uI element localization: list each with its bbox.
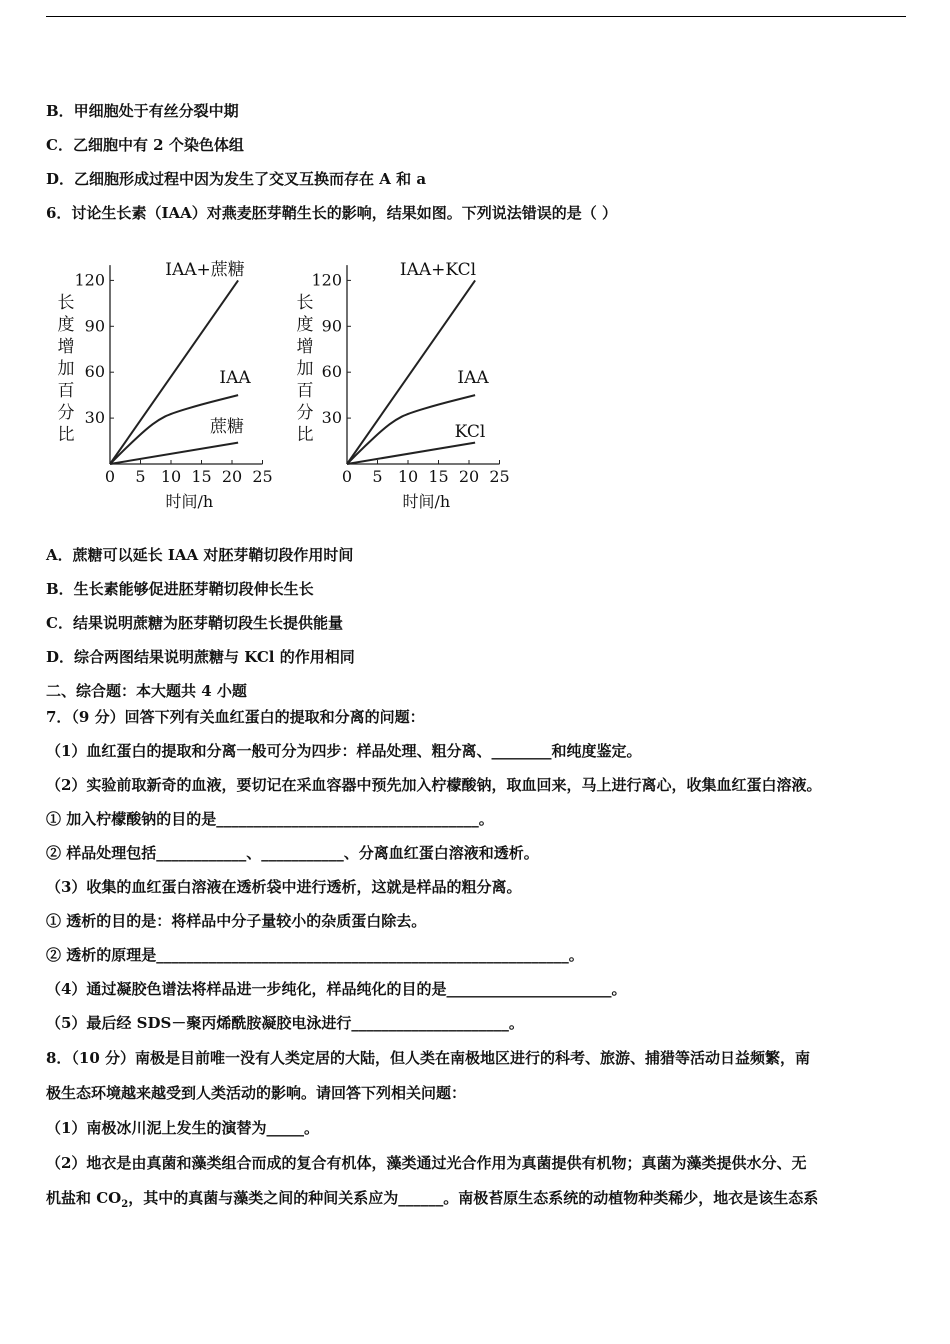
series-label: IAA+蔗糖 (165, 260, 245, 280)
y-tick-label: 30 (84, 408, 105, 428)
y-tick-label: 90 (84, 316, 105, 336)
question-7: 7．（9 分）回答下列有关血红蛋白的提取和分离的问题： (46, 708, 425, 726)
y-axis-label-char: 分 (296, 403, 314, 423)
x-tick-label: 5 (135, 467, 146, 486)
question-8-part-2-line-2 (46, 1188, 818, 1215)
y-axis-label-char: 分 (57, 403, 75, 423)
question-7-part-2: （2）实验前取新奇的血液，要切记在采血容器中预先加入柠檬酸钠，取血回来，马上进行离心，收集血红蛋白溶液。 (46, 776, 822, 794)
y-tick-label: 30 (321, 408, 342, 428)
section-2-heading: 二、综合题：本大题共 4 小题 (46, 682, 247, 700)
option-b-q5: B．甲细胞处于有丝分裂中期 (46, 102, 239, 120)
y-tick-label: 60 (84, 362, 105, 382)
y-axis-label-char: 百 (57, 381, 75, 401)
y-axis-label-char: 度 (296, 315, 314, 335)
series-label: IAA (219, 368, 251, 388)
y-tick-label: 120 (74, 270, 105, 290)
x-tick-label: 0 (341, 467, 353, 486)
x-tick-label: 15 (191, 467, 212, 486)
question-6: 6．讨论生长素（IAA）对燕麦胚芽鞘生长的影响，结果如图。下列说法错误的是（ ） (46, 204, 617, 222)
x-axis-label: 时间/h (402, 492, 451, 511)
x-tick-label: 25 (489, 467, 510, 486)
y-axis-label-char: 比 (296, 425, 314, 445)
iaa-growth-charts (50, 250, 530, 525)
x-tick-label: 25 (252, 467, 273, 486)
series-label: IAA (457, 368, 489, 388)
y-axis-label-char: 增 (296, 337, 314, 357)
x-tick-label: 5 (372, 467, 383, 486)
question-7-part-3: （3）收集的血红蛋白溶液在透析袋中进行透析，这就是样品的粗分离。 (46, 878, 522, 896)
y-axis-label-char: 长 (57, 293, 75, 313)
question-7-part-4: （4）通过凝胶色谱法将样品进一步纯化，样品纯化的目的是______________________。 (46, 980, 627, 998)
x-axis-label: 时间/h (165, 492, 214, 511)
option-a-q6: A．蔗糖可以延长 IAA 对胚芽鞘切段作用时间 (46, 546, 354, 564)
option-c-q6: C．结果说明蔗糖为胚芽鞘切段生长提供能量 (46, 614, 343, 632)
question-8-line-1: 8．（10 分）南极是目前唯一没有人类定居的大陆，但人类在南极地区进行的科考、旅游、捕猎等活动日益频繁，南 (46, 1049, 811, 1067)
question-8-line-2: 极生态环境越来越受到人类活动的影响。请回答下列相关问题： (46, 1084, 467, 1102)
option-c-q5: C．乙细胞中有 2 个染色体组 (46, 136, 244, 154)
x-tick-label: 10 (397, 467, 419, 486)
option-d-q5: D．乙细胞形成过程中因为发生了交叉互换而存在 A 和 a (46, 170, 427, 188)
x-tick-label: 20 (458, 467, 480, 486)
y-axis-label-char: 加 (296, 359, 314, 379)
x-tick-label: 20 (221, 467, 243, 486)
y-axis-label-char: 比 (57, 425, 75, 445)
q8-text-pre: 机盐和 CO (46, 1189, 122, 1207)
series-label: KCl (454, 422, 486, 442)
x-tick-label: 15 (428, 467, 449, 486)
y-axis-label-char: 长 (296, 293, 314, 313)
y-axis-label-char: 增 (57, 337, 75, 357)
y-tick-label: 90 (321, 316, 342, 336)
option-b-q6: B．生长素能够促进胚芽鞘切段伸长生长 (46, 580, 314, 598)
y-axis-label-char: 加 (57, 359, 75, 379)
question-7-part-1: （1）血红蛋白的提取和分离一般可分为四步：样品处理、粗分离、________和纯度鉴定。 (46, 742, 642, 760)
question-7-part-5: （5）最后经 SDS－聚丙烯酰胺凝胶电泳进行_____________________。 (46, 1014, 524, 1032)
question-8-part-2-line-1: （2）地衣是由真菌和藻类组合而成的复合有机体，藻类通过光合作用为真菌提供有机物；真菌为藻类提供水分、无 (46, 1154, 807, 1172)
question-7-part-3-a: ① 透析的目的是：将样品中分子量较小的杂质蛋白除去。 (46, 912, 427, 930)
y-axis-label-char: 百 (296, 381, 314, 401)
x-tick-label: 0 (104, 467, 116, 486)
series-label: IAA+KCl (399, 260, 477, 280)
question-8-part-1: （1）南极冰川泥上发生的演替为_____。 (46, 1119, 319, 1137)
header-rule (46, 16, 906, 17)
y-tick-label: 120 (311, 270, 342, 290)
x-tick-label: 10 (160, 467, 182, 486)
q8-subscript: 2 (121, 1199, 129, 1210)
question-7-part-2-a: ① 加入柠檬酸钠的目的是___________________________________。 (46, 810, 494, 828)
y-tick-label: 60 (321, 362, 342, 382)
question-7-part-3-b: ② 透析的原理是_______________________________________________________。 (46, 946, 584, 964)
question-7-part-2-b: ② 样品处理包括____________、___________、分离血红蛋白溶液和透析。 (46, 844, 539, 862)
y-axis-label-char: 度 (57, 315, 75, 335)
option-d-q6: D．综合两图结果说明蔗糖与 KCl 的作用相同 (46, 648, 355, 666)
series-label: 蔗糖 (210, 417, 244, 437)
q8-text-post: ，其中的真菌与藻类之间的种间关系应为______。南极苔原生态系统的动植物种类稀少，地衣是该生态系 (128, 1189, 819, 1207)
